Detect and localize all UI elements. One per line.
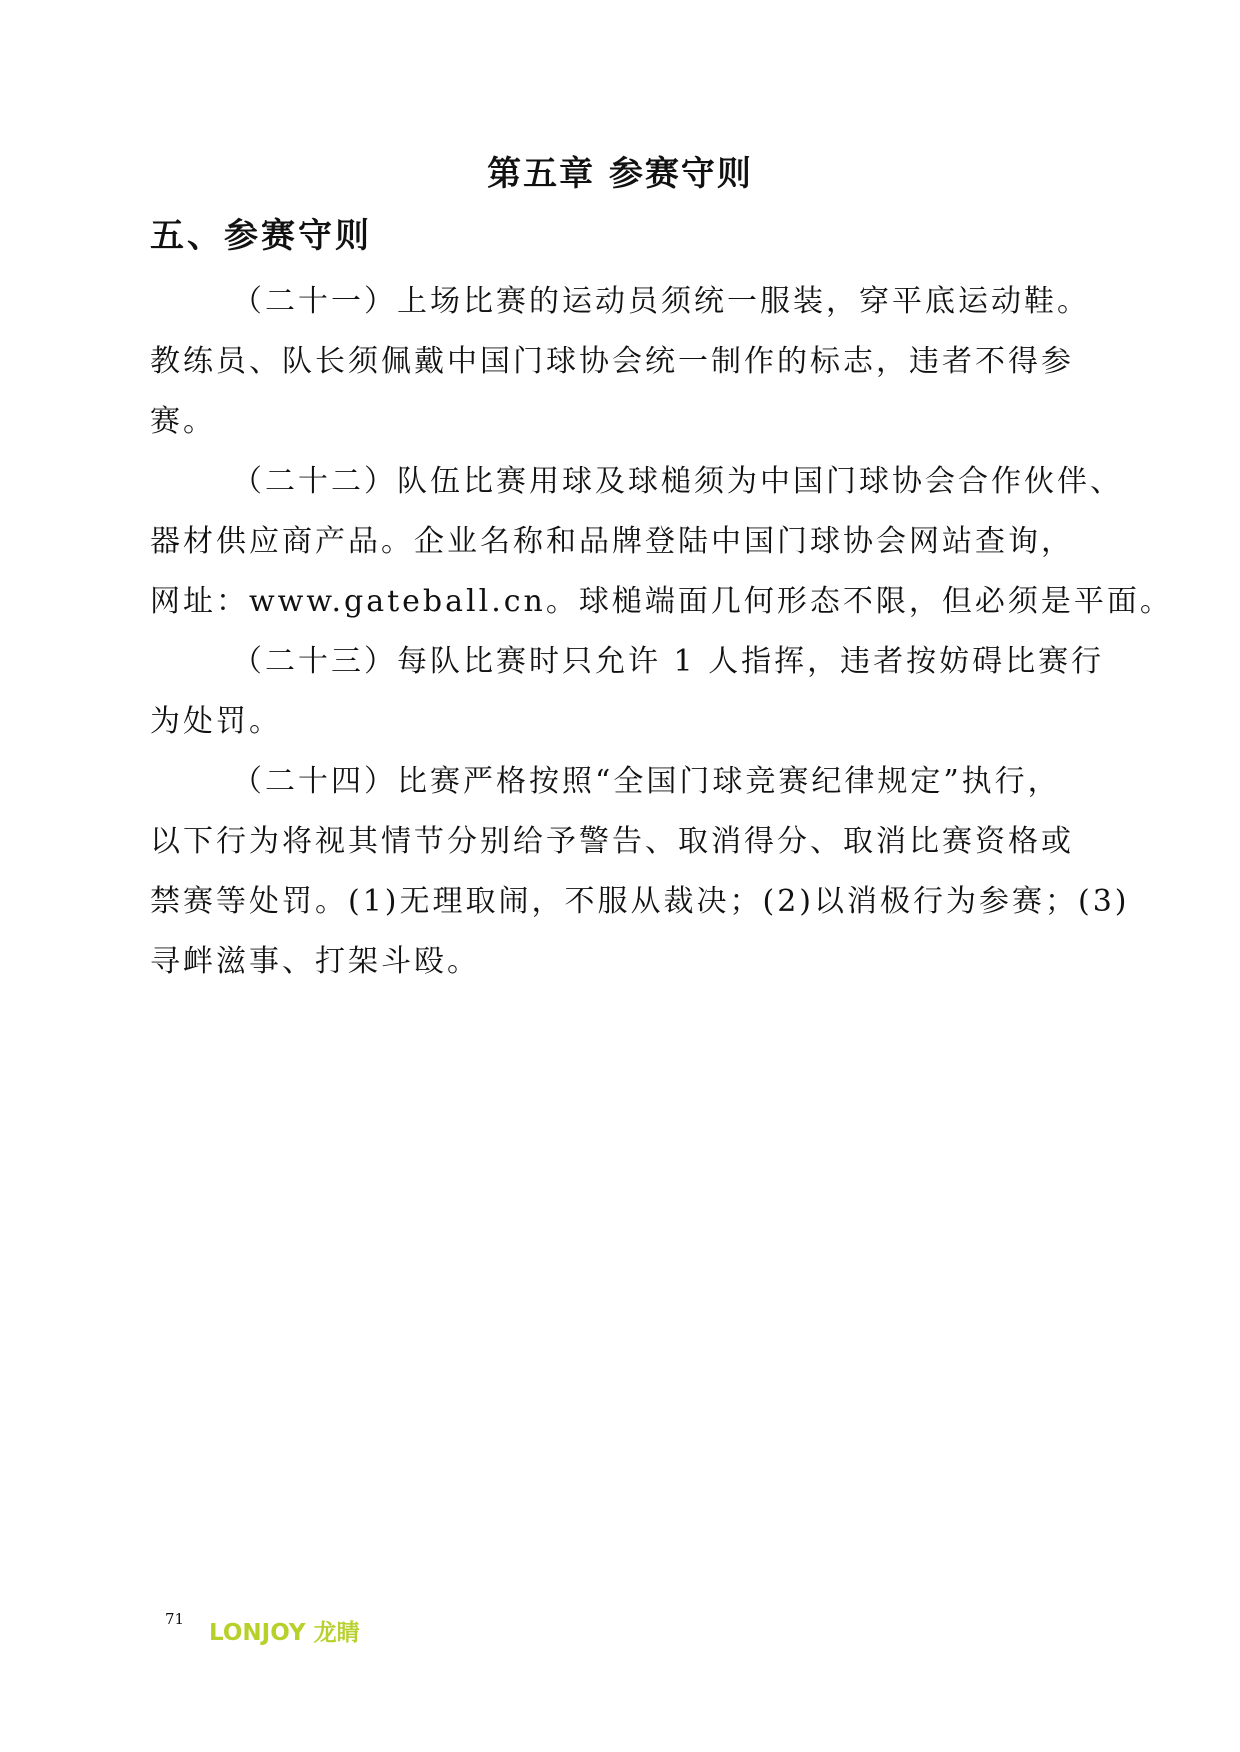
paragraph-23 [150, 632, 1105, 752]
body-text [150, 272, 1173, 992]
lonjoy-logo: LONJOY 龙睛 [209, 1620, 360, 1646]
paragraph-line: （二十三）每队比赛时只允许 1 人指挥，违者按妨碍比赛行 [232, 644, 1105, 679]
paragraph-line: （二十一）上场比赛的运动员须统一服装，穿平底运动鞋。 [232, 284, 1090, 319]
paragraph-line: 器材供应商产品。企业名称和品牌登陆中国门球协会网站查询， [150, 524, 1074, 559]
paragraph-line: （二十四）比赛严格按照“全国门球竞赛纪律规定”执行， [232, 764, 1061, 799]
page-number: 71 [165, 1610, 185, 1628]
paragraph-line: 以下行为将视其情节分别给予警告、取消得分、取消比赛资格或 [150, 824, 1074, 859]
chapter-title: 第五章 参赛守则 [487, 154, 753, 194]
paragraph-line: 禁赛等处罚。(1)无理取闹，不服从裁决；(2)以消极行为参赛；(3) [150, 884, 1130, 919]
paragraph-line: 为处罚。 [150, 704, 282, 739]
section-heading: 五、参赛守则 [150, 216, 372, 256]
paragraph-line: 教练员、队长须佩戴中国门球协会统一制作的标志，违者不得参 [150, 344, 1074, 379]
paragraph-line: （二十二）队伍比赛用球及球槌须为中国门球协会合作伙伴、 [232, 464, 1123, 499]
paragraph-22 [150, 452, 1173, 632]
paragraph-21 [150, 272, 1090, 452]
paragraph-24 [150, 752, 1130, 992]
paragraph-line: 网址：www.gateball.cn。球槌端面几何形态不限，但必须是平面。 [150, 584, 1173, 619]
paragraph-line: 赛。 [150, 404, 216, 439]
paragraph-line: 寻衅滋事、打架斗殴。 [150, 944, 480, 979]
